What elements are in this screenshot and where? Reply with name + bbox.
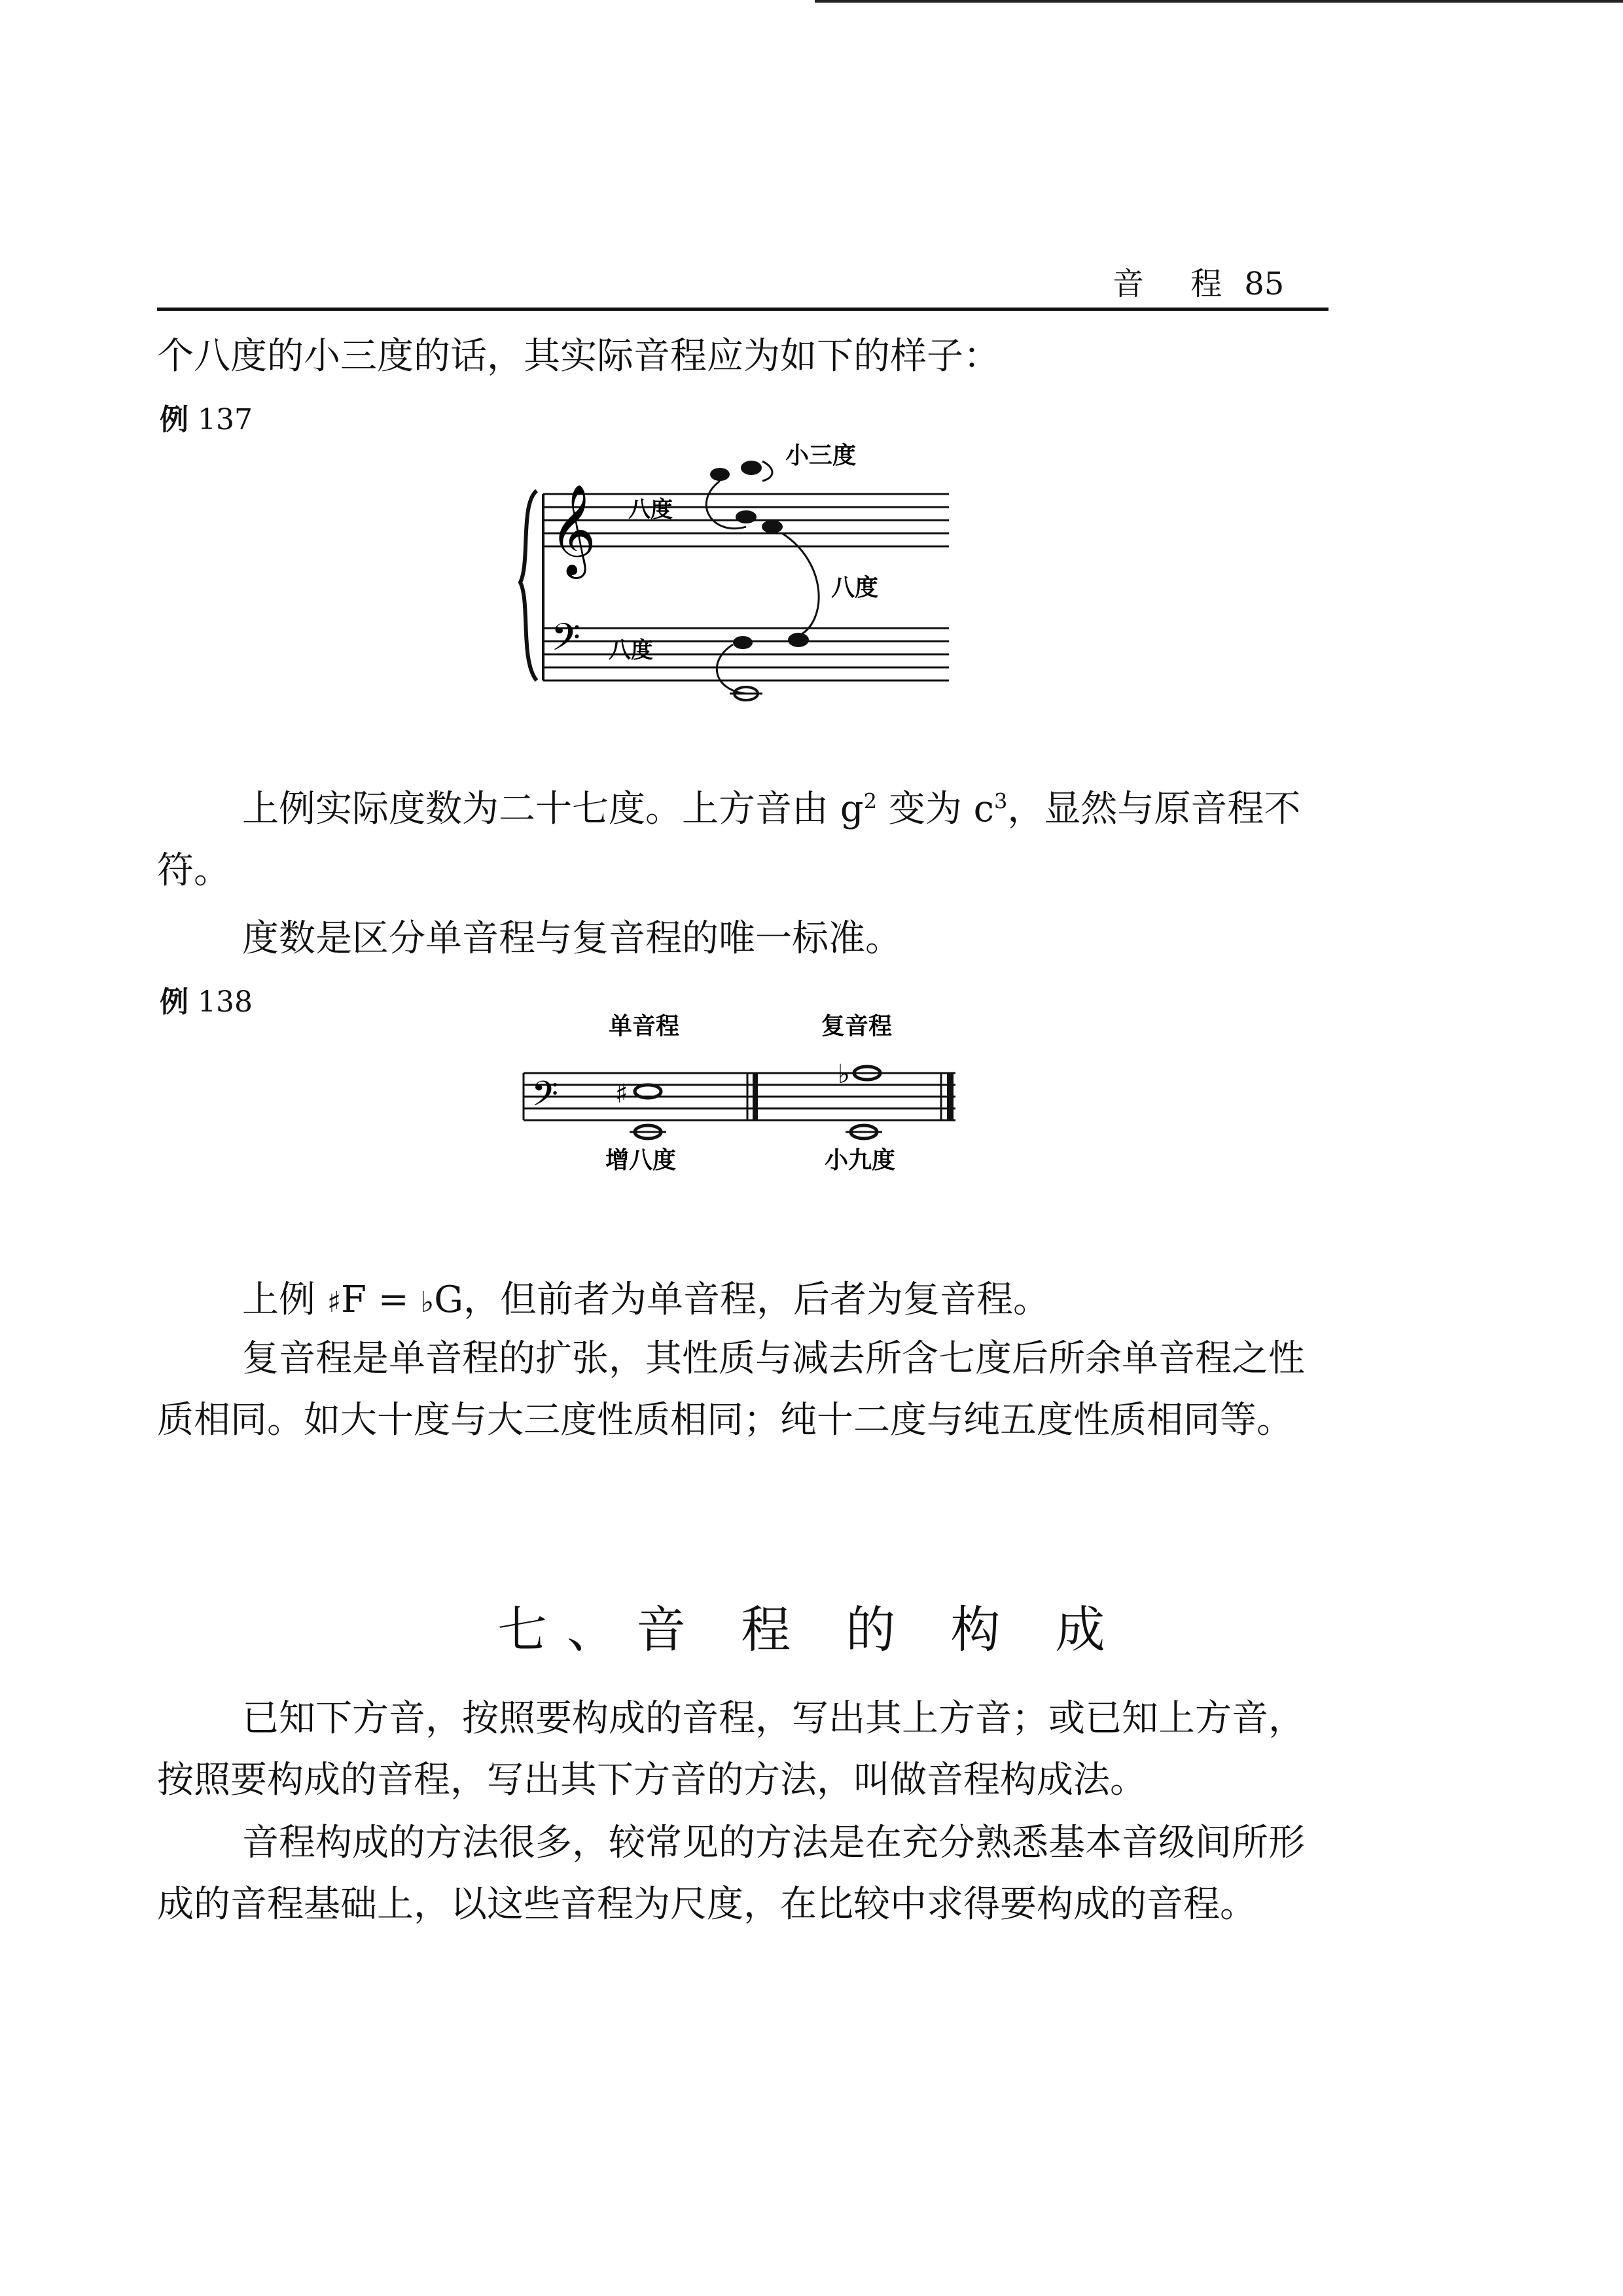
- page-number: 85: [1244, 266, 1285, 302]
- note-head: [710, 468, 730, 481]
- paragraph-standard: 度数是区分单音程与复音程的唯一标准。: [242, 917, 902, 960]
- label-simple-interval: 单音程: [609, 1012, 680, 1040]
- example-number: 138: [198, 985, 253, 1019]
- example-137-label: [160, 396, 253, 438]
- paragraph-explanation-a: 上例实际度数为二十七度。上方音由 g: [242, 788, 864, 830]
- paragraph-methods: 音程构成的方法很多，较常见的方法是在充分熟悉基本音级间所形成的音程基础上，以这些音程为尺度，在比较中求得要构成的音程。: [157, 1822, 1305, 1926]
- paragraph-explanation: [157, 779, 1329, 902]
- example-number: 137: [198, 403, 253, 436]
- example-138-label: [160, 978, 253, 1020]
- annotation-octave-treble: 八度: [628, 497, 673, 523]
- example-label: 例: [160, 403, 188, 436]
- section-title: 七、音 程 的 构 成: [497, 1600, 1125, 1659]
- paragraph-explanation-b: 变为 c: [877, 788, 994, 830]
- paragraph-enharmonic-b: F =: [341, 1279, 421, 1321]
- paragraph-enharmonic-a: 上例: [242, 1279, 327, 1321]
- bass-clef-icon: 𝄢: [531, 1074, 559, 1123]
- example-label: 例: [160, 985, 188, 1019]
- sharp-icon: ♯: [615, 1079, 628, 1109]
- example-138-score: [517, 1008, 988, 1178]
- bass-clef-icon: 𝄢: [551, 615, 581, 669]
- note-head: [788, 633, 809, 647]
- annotation-minor-third: 小三度: [785, 442, 857, 469]
- paragraph-construction: 已知下方音，按照要构成的音程，写出其上方音；或已知上方音，按照要构成的音程，写出其下方音的方法，叫做音程构成法。: [157, 1697, 1305, 1801]
- label-minor-ninth: 小九度: [825, 1146, 896, 1174]
- note-head: [736, 510, 757, 523]
- brace: [520, 491, 537, 680]
- superscript: 3: [993, 788, 1008, 814]
- paragraph-compound: 复音程是单音程的扩张，其性质与减去所含七度后所余单音程之性质相同。如大十度与大三度性质相同；纯十二度与纯五度性质相同等。: [157, 1337, 1305, 1441]
- annotation-octave-middle: 八度: [831, 574, 879, 601]
- header-title: 音 程: [1113, 266, 1241, 302]
- treble-clef-icon: 𝄞: [550, 484, 596, 575]
- paragraph-enharmonic-c: G，但前者为单音程，后者为复音程。: [434, 1279, 1050, 1321]
- note-head: [741, 461, 762, 475]
- note-head: [733, 636, 753, 649]
- paragraph-intro: 个八度的小三度的话，其实际音程应为如下的样子：: [157, 335, 1000, 378]
- superscript: 2: [863, 788, 878, 814]
- top-border-line: [815, 0, 1623, 3]
- running-header: [1113, 258, 1284, 304]
- paragraph-explanation-c: ，显然与原音程不符。: [157, 788, 1301, 892]
- header-rule: [157, 308, 1329, 311]
- note-head: [762, 520, 783, 533]
- paragraph-enharmonic: [157, 1269, 1329, 1333]
- example-137-score: [517, 432, 975, 707]
- label-augmented-octave: 增八度: [605, 1146, 677, 1174]
- annotation-octave-bass: 八度: [609, 637, 653, 663]
- label-compound-interval: 复音程: [821, 1012, 893, 1040]
- flat-icon: ♭: [420, 1286, 435, 1319]
- flat-icon: ♭: [838, 1059, 850, 1089]
- sharp-icon: ♯: [327, 1286, 342, 1319]
